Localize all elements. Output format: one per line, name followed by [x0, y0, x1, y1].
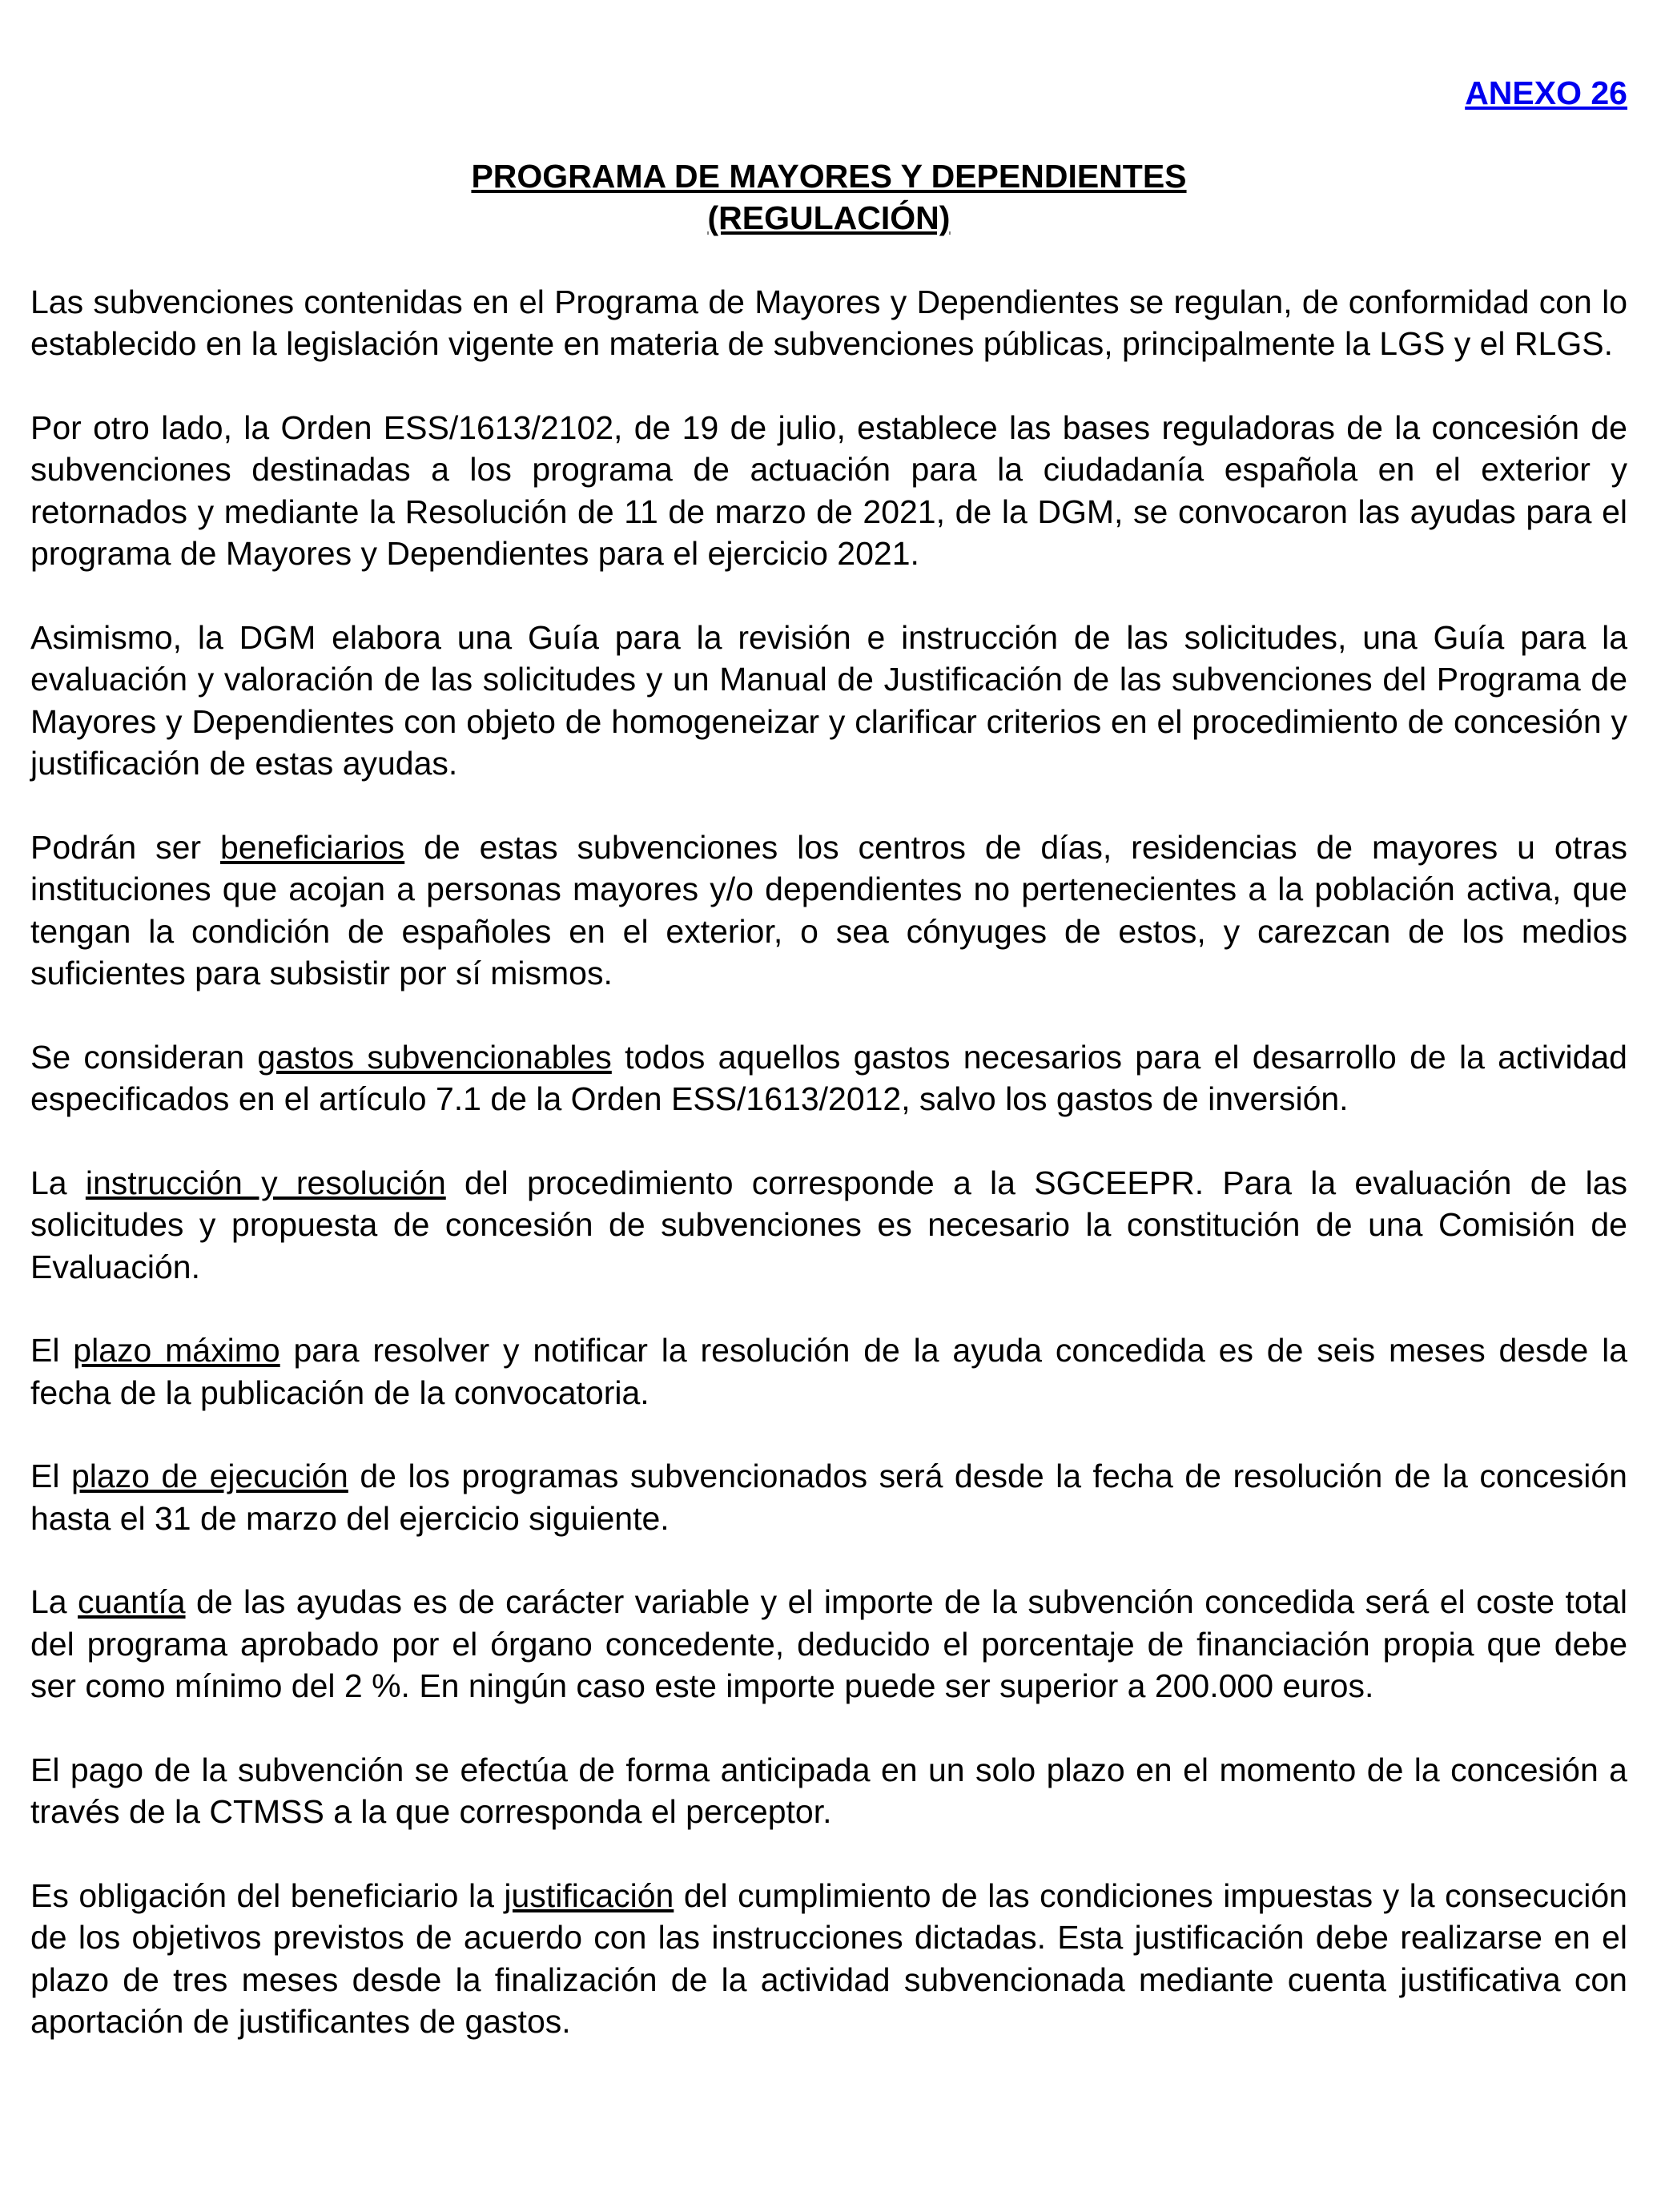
title-line-1: PROGRAMA DE MAYORES Y DEPENDIENTES — [471, 157, 1187, 195]
paragraph-payment: El pago de la subvención se efectúa de forma anticipada en un solo plazo en el momento de la concesión a través de la CTMSS a la que corresponda el perceptor. — [30, 1751, 1627, 1830]
annex-link[interactable]: ANEXO 26 — [1465, 74, 1627, 111]
paragraph-execution-term: El plazo de ejecución de los programas subvencionados será desde la fecha de resolución de la concesión hasta el 31 de marzo del ejercicio siguiente. — [30, 1458, 1627, 1537]
paragraph-regulation: Las subvenciones contenidas en el Programa de Mayores y Dependientes se regulan, de conformidad con lo establecido en la legislación vigente en materia de subvenciones públicas, principalmente la LGS y el RLGS. — [30, 283, 1627, 362]
paragraph-eligible-costs: Se consideran gastos subvencionables todos aquellos gastos necesarios para el desarrollo de la actividad especificados en el artículo 7.1 de la Orden ESS/1613/2012, salvo los gastos de inversión. — [30, 1038, 1627, 1117]
paragraph-guides: Asimismo, la DGM elabora una Guía para la revisión e instrucción de las solicitudes, una Guía para la evaluación y valoración de las solicitudes y un Manual de Justificación de las subvenciones del Programa de Mayores y Dependientes con objeto de homogeneizar y clarificar criterios en el procedimiento de concesión y justificación de estas ayudas. — [30, 618, 1627, 782]
paragraph-bases: Por otro lado, la Orden ESS/1613/2102, de 19 de julio, establece las bases reguladoras de la concesión de subvenciones destinadas a los programa de actuación para la ciudadanía española en el exterior y retornados y mediante la Resolución de 11 de marzo de 2021, de la DGM, se convocaron las ayudas para el programa de Mayores y Dependientes para el ejercicio 2021. — [30, 408, 1627, 572]
paragraph-beneficiaries: Podrán ser beneficiarios de estas subvenciones los centros de días, residencias de mayores u otras instituciones que acojan a personas mayores y/o dependientes no pertenecientes a la población activa, que tengan la condición de españoles en el exterior, o sea cónyuges de estos, y carezcan de los medios suficientes para subsistir por sí mismos. — [30, 828, 1627, 991]
term-beneficiarios: beneficiarios — [220, 828, 405, 866]
term-plazo-ejecucion: plazo de ejecución — [70, 1458, 348, 1494]
paragraph-justification: Es obligación del beneficiario la justificación del cumplimiento de las condiciones impuestas y la consecución de los objetivos previstos de acuerdo con las instrucciones dictadas. Esta justificación debe realizarse en el plazo de tres meses desde la finalización de la actividad subvencionada mediante cuenta justificativa con aportación de justificantes de gastos. — [30, 1876, 1627, 2040]
paragraph-instruction: La instrucción y resolución del procedimiento corresponde a la SGCEEPR. Para la evaluación de las solicitudes y propuesta de concesión de subvenciones es necesario la constitución de una Comisión de Evaluación. — [30, 1164, 1627, 1285]
title-line-2: (REGULACIÓN) — [707, 199, 951, 236]
term-justificacion: justificación — [504, 1876, 674, 1914]
term-cuantia: cuantía — [78, 1583, 186, 1620]
paragraph-amount: La cuantía de las ayudas es de carácter variable y el importe de la subvención concedida será el coste total del programa aprobado por el órgano concedente, deducido el porcentaje de financiación propia que debe ser como mínimo del 2 %. En ningún caso este importe puede ser superior a 200.000 euros. — [30, 1583, 1627, 1704]
term-instruccion-resolucion: instrucción y resolución — [85, 1164, 446, 1201]
document-title — [30, 155, 1627, 239]
term-gastos-subvencionables: gastos subvencionables — [257, 1038, 612, 1076]
term-plazo-maximo: plazo máximo — [73, 1332, 280, 1369]
paragraph-max-term: El plazo máximo para resolver y notificar la resolución de la ayuda concedida es de seis meses desde la fecha de la publicación de la convocatoria. — [30, 1332, 1627, 1411]
